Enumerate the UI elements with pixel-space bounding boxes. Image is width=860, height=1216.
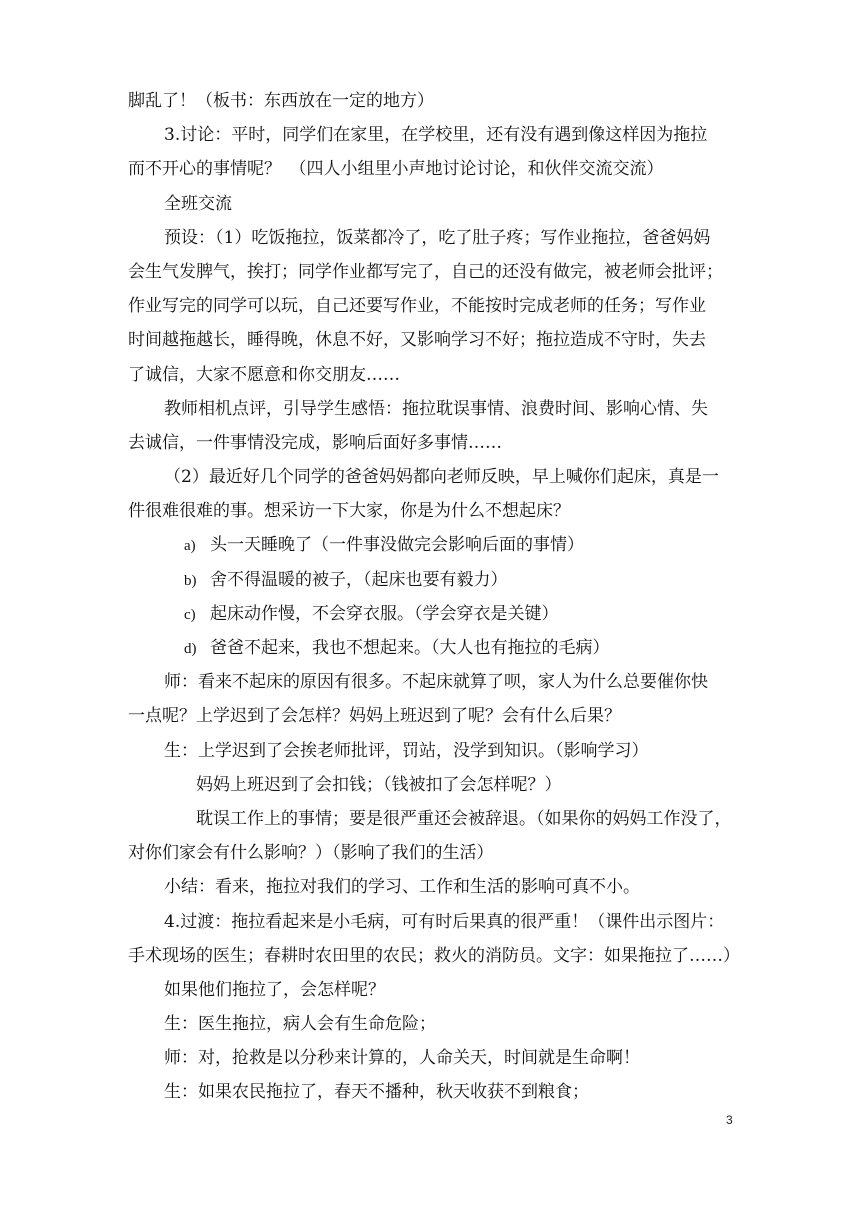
list-item — [128, 597, 730, 631]
text-line: 如果他们拖拉了，会怎样呢？ — [164, 979, 385, 1000]
list-marker: b) — [184, 572, 197, 589]
text-line: 去诚信，一件事情没完成，影响后面好多事情…… — [128, 432, 502, 453]
text-line: 生：如果农民拖拉了，春天不播种，秋天收获不到粮食； — [164, 1082, 589, 1103]
text-line: 件很难很难的事。想采访一下大家，你是为什么不想起床？ — [128, 501, 570, 522]
text-line: 时间越拖越长，睡得晚，休息不好，又影响学习不好；拖拉造成不守时，失去 — [128, 330, 706, 351]
text-line: 了诚信，大家不愿意和你交朋友…… — [128, 364, 400, 385]
text-line: 作业写完的同学可以玩，自己还要写作业，不能按时完成老师的任务；写作业 — [128, 296, 706, 317]
list-item-text: 起床动作慢，不会穿衣服。（学会穿衣是关键） — [210, 603, 559, 624]
text-line: 而不开心的事情呢？ （四人小组里小声地讨论讨论，和伙伴交流交流） — [128, 159, 664, 180]
section-heading: 全班交流 — [164, 193, 232, 214]
document-body — [128, 84, 740, 1110]
list-marker: a) — [184, 538, 196, 555]
text-line: 4.过渡：拖拉看起来是小毛病，可有时后果真的很严重！（课件出示图片： — [164, 911, 725, 932]
text-line: 生：医生拖拉，病人会有生命危险； — [164, 1014, 436, 1035]
text-line: 教师相机点评，引导学生感悟：拖拉耽误事情、浪费时间、影响心情、失 — [164, 398, 708, 419]
text-line: 脚乱了！（板书：东西放在一定的地方） — [128, 91, 434, 111]
text-line: 生：上学迟到了会挨老师批评，罚站，没学到知识。（影响学习） — [164, 740, 649, 761]
text-line: （2）最近好几个同学的爸爸妈妈都向老师反映，早上喊你们起床，真是一 — [164, 467, 719, 488]
text-line: 妈妈上班迟到了会扣钱；（钱被扣了会怎样呢？） — [196, 774, 562, 795]
text-line: 3.讨论：平时，同学们在家里，在学校里，还有没有遇到像这样因为拖拉 — [164, 125, 708, 146]
list-marker: d) — [184, 641, 197, 657]
list-item-text: 舍不得温暖的被子，（起床也要有毅力） — [210, 569, 508, 590]
text-line: 对你们家会有什么影响？）（影响了我们的生活） — [128, 843, 494, 864]
text-line: 小结：看来，拖拉对我们的学习、工作和生活的影响可真不小。 — [164, 877, 640, 898]
list-marker: c) — [184, 606, 196, 623]
text-line: 会生气发脾气，挨打；同学作业都写完了，自己的还没有做完，被老师会批评； — [128, 261, 723, 282]
text-line: 一点呢？上学迟到了会怎样？妈妈上班迟到了呢？会有什么后果？ — [128, 706, 621, 727]
text-line: 师：看来不起床的原因有很多。不起床就算了呗，家人为什么总要催你快 — [164, 672, 708, 693]
text-line: 耽误工作上的事情；要是很严重还会被辞退。（如果你的妈妈工作没了， — [196, 808, 732, 829]
list-item — [128, 563, 730, 597]
list-item-text: 爸爸不起来，我也不想起来。（大人也有拖拉的毛病） — [210, 638, 610, 658]
list-item — [128, 528, 730, 562]
page-number: 3 — [726, 1113, 733, 1127]
text-line: 师：对，抢救是以分秒来计算的，人命关天，时间就是生命啊！ — [164, 1048, 640, 1069]
text-line: 手术现场的医生；春耕时农田里的农民；救火的消防员。文字：如果拖拉了……） — [128, 945, 740, 966]
list-item — [128, 631, 730, 665]
list-item-text: 头一天睡晚了（一件事没做完会影响后面的事情） — [210, 535, 584, 556]
text-line: 预设：（1）吃饭拖拉，饭菜都冷了，吃了肚子疼；写作业拖拉，爸爸妈妈 — [164, 227, 711, 248]
